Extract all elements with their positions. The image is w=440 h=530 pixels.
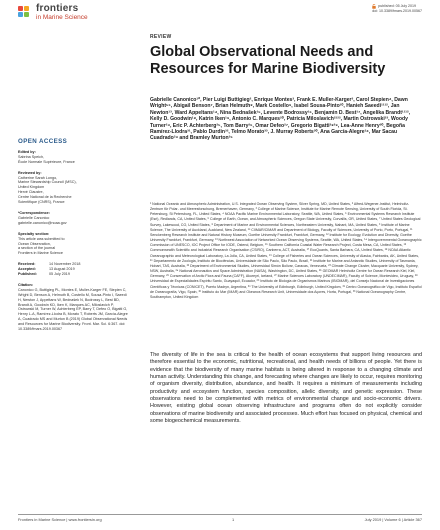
edited-by: Edited by: Sabrina Speich, École Normale Supérieure, France [18, 150, 130, 165]
abstract: The diversity of life in the sea is critical to the health of ocean ecosystems that support living resources and therefore essential to the economic, nutritional, recreational, and health needs of billions of people. Yet there is evidence that the biodiversity of many marine habitats is being altered in response to a changing climate and human activity. Understanding this change, and forecasting where changes are likely to occur, requires monitoring of organism diversity, distribution, abundance, and health. It requires a minimum of measurements including productivity and ecosystem function, species composition, allelic diversity, and genetic expression. These observations need to be complemented with metrics of environmental change and socio-economic drivers. However, existing global ocean observing infrastructure and programs often do not explicitly consider observations of marine biodiversity and associated processes. Much effort has focused on physical, chemical and some biogeochemical measurements. [150, 352, 422, 425]
affiliations: ¹ National Oceanic and Atmospheric Administration, U.S. Integrated Ocean Observing System, Silver Spring, MD, United States, ² Alfred-Wegener-Institut, Helmholtz-Zentrum für Polar- und Meeresforschung, Bremerhaven, Germany, ³ College of Marine Science, Institute for Marine Remote Sensing, University of South Florida, St. Petersburg, St Petersburg, FL, United States, ⁴ NOAA Pacific Marine Environmental Laboratory, Seattle, WA, United States, ⁵ Environmental Systems Research Institute (Esri), Redlands, CA, United States, ⁶ College of Earth, Ocean, and Atmospheric Sciences, Oregon State University, Corvallis, OR, United States, ⁷ United States Geological Survey, Lakewood, CO, United States, ⁸ Department of Marine and Environmental Sciences, Northeastern University, Nahant, MA, United States, ⁹ Institute of Marine Science, The University of Auckland, Auckland, New Zealand, ¹⁰ CIIMAR/CIMAR and Department of Biology, Faculty of Sciences, University of Porto, Porto, Portugal, ¹¹ Senckenberg Research Institute and Natural History Museum, Goethe University Frankfurt, Frankfurt, Germany, ¹² Institute for Ecology, Evolution and Diversity, Goethe University Frankfurt, Frankfurt, Germany, ¹³ Northwest Association of Networked Ocean Observing Systems, Seattle, WA, United States, ¹⁴ Intergovernmental Oceanographic Commission of UNESCO, IOC Project Office for IODE, Ostend, Belgium, ¹⁵ Southern California Coastal Water Research Project, Costa Mesa, CA, United States, ¹⁶ Commonwealth Scientific and Industrial Research Organisation (CSIRO), Canberra, ACT, Australia, ¹⁷ EcoQuants, Santa Barbara, CA, United States, ¹⁸ NOAA Atlantic Oceanographic and Meteorological Laboratory, La Jolla, CA, United States, ¹⁹ College of Fisheries and Ocean Sciences, University of Alaska, Fairbanks, AK, United States, ²⁰ Departamento de Zoologia, Instituto de Biociências, Universidade de São Paulo, São Paulo, Brazil, ²¹ Institute for Marine and Antarctic Studies, University of Tasmania, Hobart, TAS, Australia, ²² Department of Environmental Studies, Universidad Simón Bolívar, Caracas, Venezuela, ²³ Climate Change Cluster, Macquarie University, Sydney, NSW, Australia, ²⁴ National Aeronautics and Space Administration (NASA), Washington, DC, United States, ²⁵ GEOMAR Helmholtz Centre for Ocean Research Kiel, Kiel, Germany, ²⁶ Conservation of Arctic Flora and Fauna (CAFF), Akureyri, Iceland, ²⁷ Marine Sciences Laboratory (UNDECIMAR), Faculty of Science, Montevideo, Uruguay, ²⁸ Universidad de Especialidades Espíritu Santo, Guayaquil, Ecuador, ²⁹ Instituto de Biología de Organismos Marinos (IBIOMAR), del Consejo Nacional de Investigaciones Científicas y Técnicas (CONICET), Puerto Madryn, Argentina, ³⁰ The University of Edinburgh, Edinburgh, United Kingdom, ³¹ Centro Oceanográfico de Vigo, Instituto Español de Oceanografía, Vigo, Spain, ³² Instituto do Mar (IMAR) and Okeanos Research Unit, Universidade dos Açores, Horta, Portugal, ³³ National Oceanography Centre, Southampton, United Kingdom [150, 202, 422, 299]
frontiers-logo-icon [18, 6, 32, 20]
brand-name: frontiers [36, 3, 79, 14]
specialty-section: Specialty section: This article was submitted to Ocean Observation, a section of the journal Frontiers in Marine Science [18, 231, 65, 256]
reviewed-by: Reviewed by: Catherine Sarah Longo, Marine Stewardship Council (MSC), United Kingdom Hervé Claustre, Centre National de la Recherche Scientifique (CNRS), France [18, 171, 130, 205]
article-dates [18, 262, 130, 277]
doi-link[interactable]: doi: 10.3389/fmars.2019.00567 [372, 9, 422, 13]
citation-text: Canonico G, Buttigieg PL, Montes E, Muller-Karger FE, Stepien C, Wright D, Benson A, Helmuth B, Costello M, Sousa-Pinto I, Saeedi H, Newton J, Appeltans W, Bednašek N, Bodrossy L, Best BD, Brandt A, Goodwin KD, Iken K, Marques AC, Miloslavich P, Ostrowski M, Turner W, Achterberg EP, Barry T, Defeo O, Bigatti G, Henry L-A, Ramírez-Llodra B, Morato T, Roberts JM, García-Alegre A, Cuadrado MS and Murton B (2019) Global Observational Needs and Resources for Marine Biodiversity. Front. Mar. Sci. 6:367. doi: 10.3389/fmars.2019.00367 [18, 287, 128, 332]
correspondence-email[interactable]: Gabrielle Canonico gabrielle.canonico@noaa.gov [18, 215, 67, 225]
publication-meta [372, 4, 422, 14]
footer-journal[interactable]: Frontiers in Marine Science | www.frontiersin.org [18, 517, 102, 522]
citation: Citation: Canonico G, Buttigieg PL, Montes E, Muller-Karger FE, Stepien C, Wright D, Benson A, Helmuth B, Costello M, Sousa-Pinto I, Saeedi H, Newton J, Appeltans W, Bednašek N, Bodrossy L, Best BD, Brandt A, Goodwin KD, Iken K, Marques AC, Miloslavich P, Ostrowski M, Turner W, Achterberg EP, Barry T, Defeo O, Bigatti G, Henry L-A, Ramírez-Llodra B, Morato T, Roberts JM, García-Alegre A, Cuadrado MS and Murton B (2019) Global Observational Needs and Resources for Marine Biodiversity. Front. Mar. Sci. 6:367. doi: 10.3389/fmars.2019.00367 [18, 283, 130, 332]
journal-logo[interactable] [18, 4, 422, 22]
date-received: Received: 14 November 2018 [18, 262, 81, 267]
article-sidebar [18, 140, 130, 338]
date-accepted: Accepted: 13 August 2019 [18, 267, 75, 272]
journal-name: in Marine Science [36, 14, 88, 21]
author-list: Gabrielle Canonico¹*, Pier Luigi Buttigieg², Enrique Montes³, Frank E. Muller-Karger³, Carol Stepien⁴, Dawn Wright⁵⁶, Abigail Benson⁷, Brian Helmuth⁸, Mark Costello⁹, Isabel Sousa-Pinto¹⁰, Hanieh Saeedi¹¹¹², Jan Newton¹³, Ward Appeltans¹⁴, Nina Bednašek¹⁵, Levente Bodrossy¹⁶, Benjamin D. Best¹⁷, Angelika Brandt¹¹¹², Kelly D. Goodwin¹⁸, Katrin Iken¹⁹, Antonio C. Marques²⁰, Patricia Miloslavich²¹²², Martin Ostrowski²³, Woody Turner²⁴, Eric P. Achterberg²⁵, Tom Barry²⁶, Omar Defeo²⁷, Gregorio Bigatti²⁸²⁹, Lea-Anne Henry³⁰, Begoña Ramírez-Llodra³¹, Pablo Durdin³², Telmo Morato³³, J. Murray Roberts³⁰, Ana García-Alegre³⁴, Mar Sacau Cuadrado³⁴ and Bramley Murton³⁵ [150, 97, 411, 142]
footer-volume: July 2019 | Volume 6 | Article 367 [364, 517, 422, 522]
correspondence: *Correspondence: Gabrielle Canonico gabrielle.canonico@noaa.gov [18, 211, 130, 226]
reviewers: Catherine Sarah Longo, Marine Stewardship Council (MSC), United Kingdom Hervé Claustre, Centre National de la Recherche Scientifique (CNRS), France [18, 175, 77, 205]
editor: Sabrina Speich, École Normale Supérieure, France [18, 154, 75, 164]
page-number: 1 [232, 517, 235, 522]
article-title: Global Observational Needs and Resources for Marine Biodiversity [150, 44, 386, 77]
published-date: published: 05 July 2019 [378, 4, 416, 8]
date-published: Published: 05 July 2019 [18, 272, 70, 277]
article-type: REVIEW [150, 34, 172, 40]
journal-header [18, 4, 422, 30]
open-access-label: OPEN ACCESS [18, 138, 68, 145]
page-footer [18, 514, 422, 522]
